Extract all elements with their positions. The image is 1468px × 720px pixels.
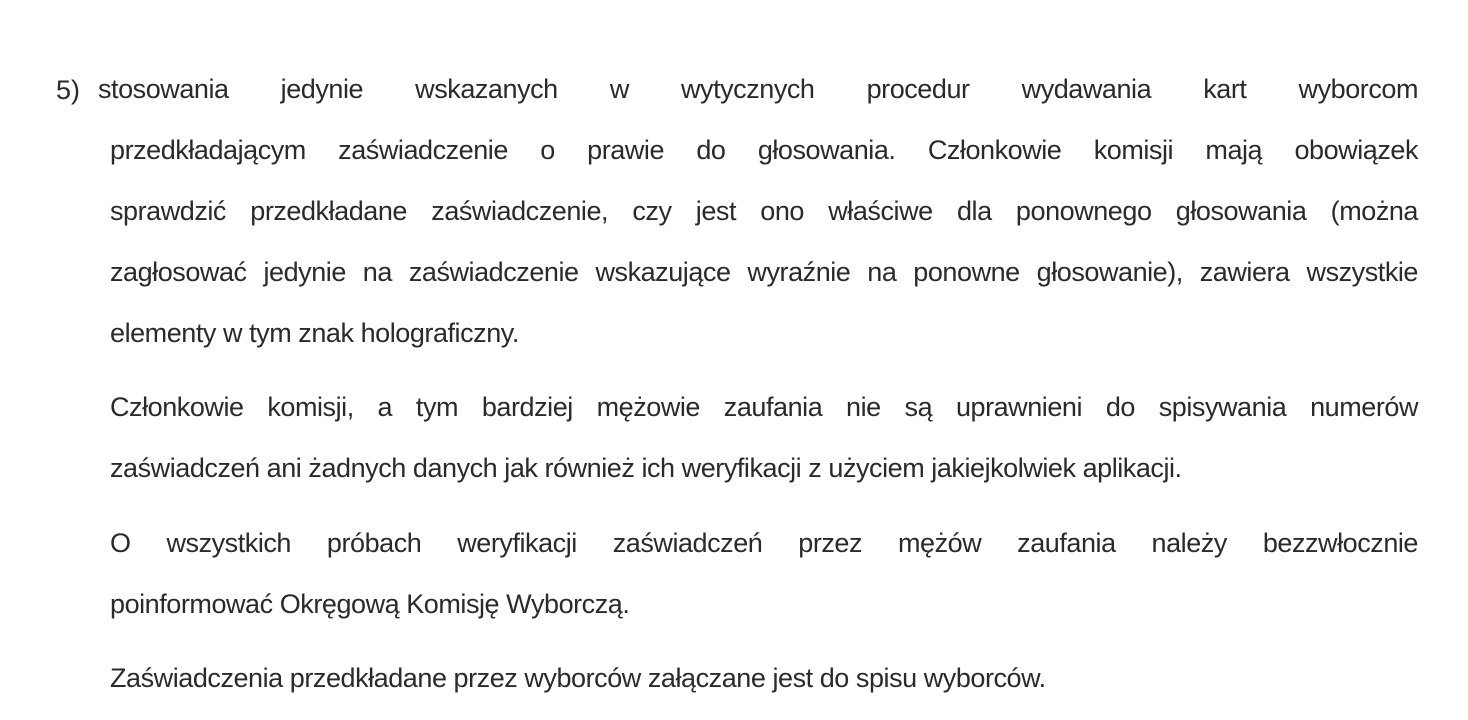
item-5-line-4: zagłosować jedynie na zaświadczenie wskazujące wyraźnie na ponowne głosowanie), zawiera wszystkie xyxy=(110,257,1418,287)
item-5-text-2: . Członkowie komisji mają obowiązek xyxy=(888,135,1418,165)
paragraph-2-line-2: zaświadczeń ani żadnych danych jak również ich weryfikacji z użyciem jakiejkolwiek aplikacji. xyxy=(110,453,1182,483)
item-5-line-2 xyxy=(98,120,1418,181)
paragraph-mezowie-zaufania xyxy=(110,377,1418,499)
item-5-line-1 xyxy=(98,59,1418,120)
item-5-bold-text-1: stosowania jedynie wskazanych w wytycznych procedur wydawania kart wyborcom xyxy=(98,74,1418,104)
item-5-line-3: sprawdzić przedkładane zaświadczenie, czy jest ono właściwe dla ponownego głosowania (można xyxy=(110,196,1418,226)
paragraph-weryfikacja xyxy=(110,513,1418,635)
paragraph-4-line-1: Zaświadczenia przedkładane przez wyborców załączane jest do spisu wyborców. xyxy=(110,663,1046,693)
paragraph-3-line-2: poinformować Okręgową Komisję Wyborczą. xyxy=(110,589,630,619)
paragraph-zalaczanie xyxy=(110,648,1418,709)
item-5-line-5: elementy w tym znak holograficzny. xyxy=(110,318,519,348)
item-5-paragraph xyxy=(98,59,1418,364)
paragraph-3-line-1: O wszystkich próbach weryfikacji zaświadczeń przez mężów zaufania należy bezzwłocznie xyxy=(110,528,1418,558)
item-5-bold-text-2: przedkładającym zaświadczenie o prawie do głosowania xyxy=(110,135,889,165)
item-number: 5) xyxy=(56,75,81,105)
paragraph-2-line-1: Członkowie komisji, a tym bardziej mężowie zaufania nie są uprawnieni do spisywania numerów xyxy=(110,392,1418,422)
